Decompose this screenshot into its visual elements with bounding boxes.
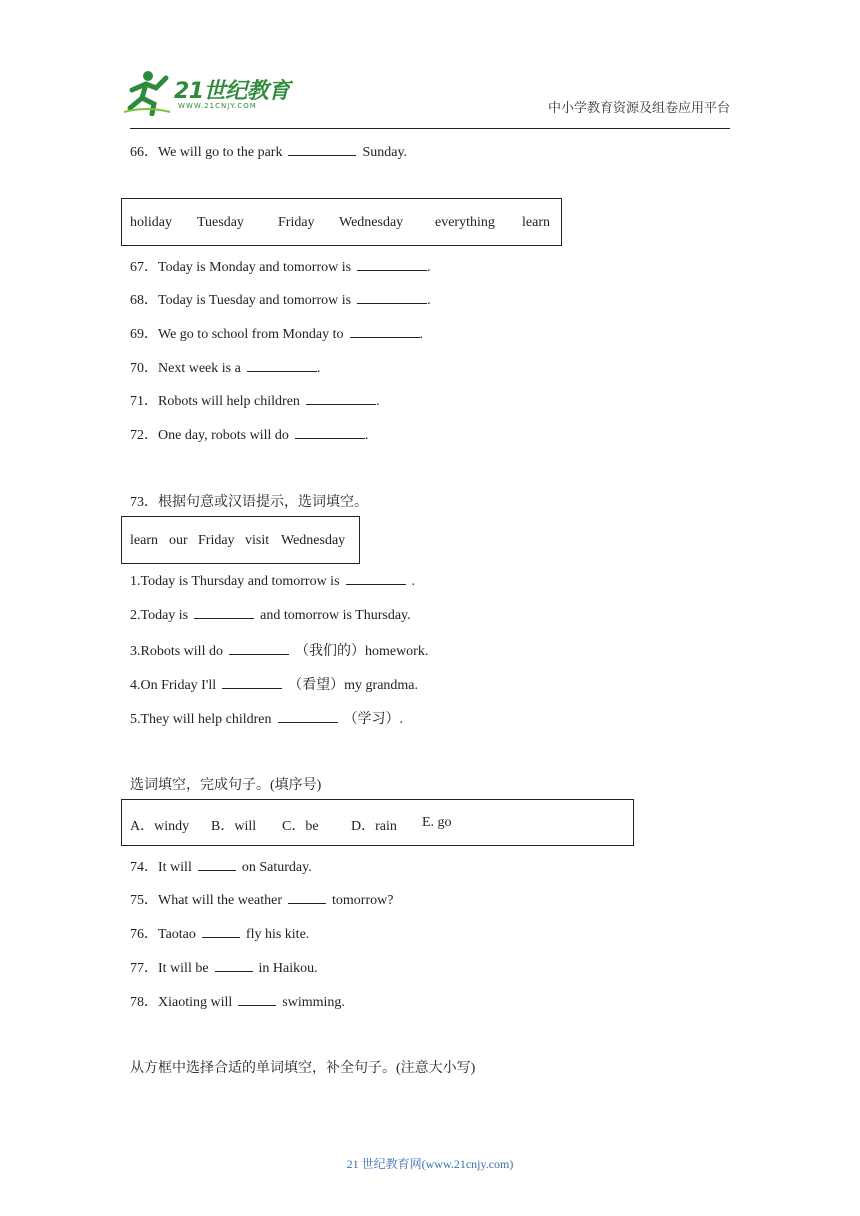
question-73-title: 73．根据句意或汉语提示，选词填空。 bbox=[130, 495, 368, 510]
question-number: 75． bbox=[130, 893, 158, 908]
answer-blank[interactable] bbox=[357, 258, 427, 271]
question-text: on Saturday. bbox=[241, 860, 312, 875]
option-item: A．windy bbox=[130, 819, 190, 834]
word-option: Wednesday bbox=[281, 533, 346, 548]
question-text: Today is Monday and tomorrow is bbox=[158, 260, 352, 275]
question-text: . bbox=[316, 361, 321, 376]
question-text: （我们的）homework. bbox=[294, 644, 429, 659]
question-number: 74． bbox=[130, 860, 158, 875]
question-68 bbox=[130, 289, 431, 309]
question-number: 76． bbox=[130, 927, 158, 942]
answer-blank[interactable] bbox=[202, 925, 240, 938]
question-text: 4.On Friday I'll bbox=[130, 678, 217, 693]
question-73-4 bbox=[130, 674, 418, 694]
answer-blank[interactable] bbox=[295, 426, 365, 439]
word-box-2 bbox=[121, 516, 360, 564]
section-4-title: 从方框中选择合适的单词填空，补全句子。(注意大小写) bbox=[130, 1061, 476, 1076]
question-78 bbox=[130, 991, 345, 1011]
option-item: B．will bbox=[211, 819, 257, 834]
answer-blank[interactable] bbox=[222, 676, 282, 689]
question-text: 3.Robots will do bbox=[130, 644, 223, 659]
answer-blank[interactable] bbox=[229, 642, 289, 655]
question-text: Next week is a bbox=[158, 361, 241, 376]
site-logo bbox=[122, 68, 292, 116]
question-number: 72． bbox=[130, 428, 158, 443]
word-option: visit bbox=[245, 533, 270, 548]
question-number: 69． bbox=[130, 327, 158, 342]
question-number: 66． bbox=[130, 145, 158, 160]
question-text: 5.They will help children bbox=[130, 712, 272, 727]
word-option: Friday bbox=[278, 215, 315, 230]
question-text: It will be bbox=[158, 961, 209, 976]
word-option: learn bbox=[130, 533, 158, 548]
question-text: We will go to the park bbox=[158, 145, 283, 160]
answer-blank[interactable] bbox=[288, 143, 356, 156]
question-text: 1.Today is Thursday and tomorrow is bbox=[130, 574, 340, 589]
question-text: It will bbox=[158, 860, 192, 875]
question-73-5 bbox=[130, 708, 403, 728]
question-text: . bbox=[419, 327, 424, 342]
question-70 bbox=[130, 357, 320, 377]
word-option: Wednesday bbox=[339, 215, 404, 230]
question-73-3 bbox=[130, 640, 428, 660]
word-option: holiday bbox=[130, 215, 172, 230]
word-option: everything bbox=[435, 215, 495, 230]
question-text: One day, robots will do bbox=[158, 428, 289, 443]
question-text: . bbox=[375, 394, 380, 409]
question-text: Today is Tuesday and tomorrow is bbox=[158, 293, 352, 308]
question-text: . bbox=[364, 428, 369, 443]
question-number: 68． bbox=[130, 293, 158, 308]
header-tagline: 中小学教育资源及组卷应用平台 bbox=[547, 100, 730, 115]
question-text: . bbox=[427, 260, 431, 275]
question-67 bbox=[130, 256, 431, 276]
answer-blank[interactable] bbox=[350, 325, 420, 338]
question-text: Robots will help children bbox=[158, 394, 300, 409]
question-text: Xiaoting will bbox=[158, 995, 233, 1010]
answer-blank[interactable] bbox=[357, 291, 427, 304]
logo-url: WWW.21CNJY.COM bbox=[178, 102, 257, 110]
answer-blank[interactable] bbox=[215, 959, 253, 972]
answer-blank[interactable] bbox=[198, 858, 236, 871]
question-text: . bbox=[427, 293, 431, 308]
answer-blank[interactable] bbox=[306, 392, 376, 405]
question-text: swimming. bbox=[282, 995, 345, 1010]
logo-text: 21世纪教育 bbox=[174, 79, 290, 104]
question-text: tomorrow? bbox=[332, 893, 394, 908]
question-number: 70． bbox=[130, 361, 158, 376]
word-option: Tuesday bbox=[197, 215, 244, 230]
option-item: D．rain bbox=[351, 819, 397, 834]
answer-blank[interactable] bbox=[278, 710, 338, 723]
option-box bbox=[121, 799, 634, 846]
question-73-1 bbox=[130, 572, 415, 590]
option-item: C．be bbox=[282, 819, 319, 834]
section-3-title: 选词填空，完成句子。(填序号) bbox=[130, 778, 322, 793]
question-77 bbox=[130, 957, 318, 977]
word-box-1 bbox=[121, 198, 562, 246]
question-text: （学习）. bbox=[343, 712, 404, 727]
question-72 bbox=[130, 424, 368, 444]
word-option: our bbox=[169, 533, 188, 548]
page-footer: 21 世纪教育网(www.21cnjy.com) bbox=[346, 1157, 514, 1171]
question-number: 67． bbox=[130, 260, 158, 275]
question-text: （看望）my grandma. bbox=[288, 678, 419, 693]
question-71 bbox=[130, 390, 379, 410]
answer-blank[interactable] bbox=[247, 359, 317, 372]
answer-blank[interactable] bbox=[194, 606, 254, 619]
question-number: 78． bbox=[130, 995, 158, 1010]
question-74 bbox=[130, 856, 312, 876]
answer-blank[interactable] bbox=[288, 891, 326, 904]
question-text: Sunday. bbox=[362, 145, 408, 160]
question-text: Taotao bbox=[158, 927, 196, 942]
word-option: Friday bbox=[198, 533, 235, 548]
question-66 bbox=[130, 141, 407, 161]
question-text: We go to school from Monday to bbox=[158, 327, 344, 342]
question-text: What will the weather bbox=[158, 893, 283, 908]
question-text: in Haikou. bbox=[258, 961, 318, 976]
word-option: learn bbox=[522, 215, 550, 230]
runner-logo-icon bbox=[122, 68, 172, 116]
question-76 bbox=[130, 923, 309, 943]
header-divider bbox=[130, 128, 730, 129]
question-number: 77． bbox=[130, 961, 158, 976]
question-69 bbox=[130, 323, 423, 343]
question-text: and tomorrow is Thursday. bbox=[260, 608, 411, 623]
question-number: 71． bbox=[130, 394, 158, 409]
question-75 bbox=[130, 889, 393, 909]
answer-blank[interactable] bbox=[346, 572, 406, 585]
question-text: . bbox=[411, 574, 416, 589]
question-73-2 bbox=[130, 606, 411, 624]
question-text: 2.Today is bbox=[130, 608, 189, 623]
question-text: fly his kite. bbox=[245, 927, 310, 942]
option-item: E. go bbox=[422, 815, 452, 830]
answer-blank[interactable] bbox=[238, 993, 276, 1006]
